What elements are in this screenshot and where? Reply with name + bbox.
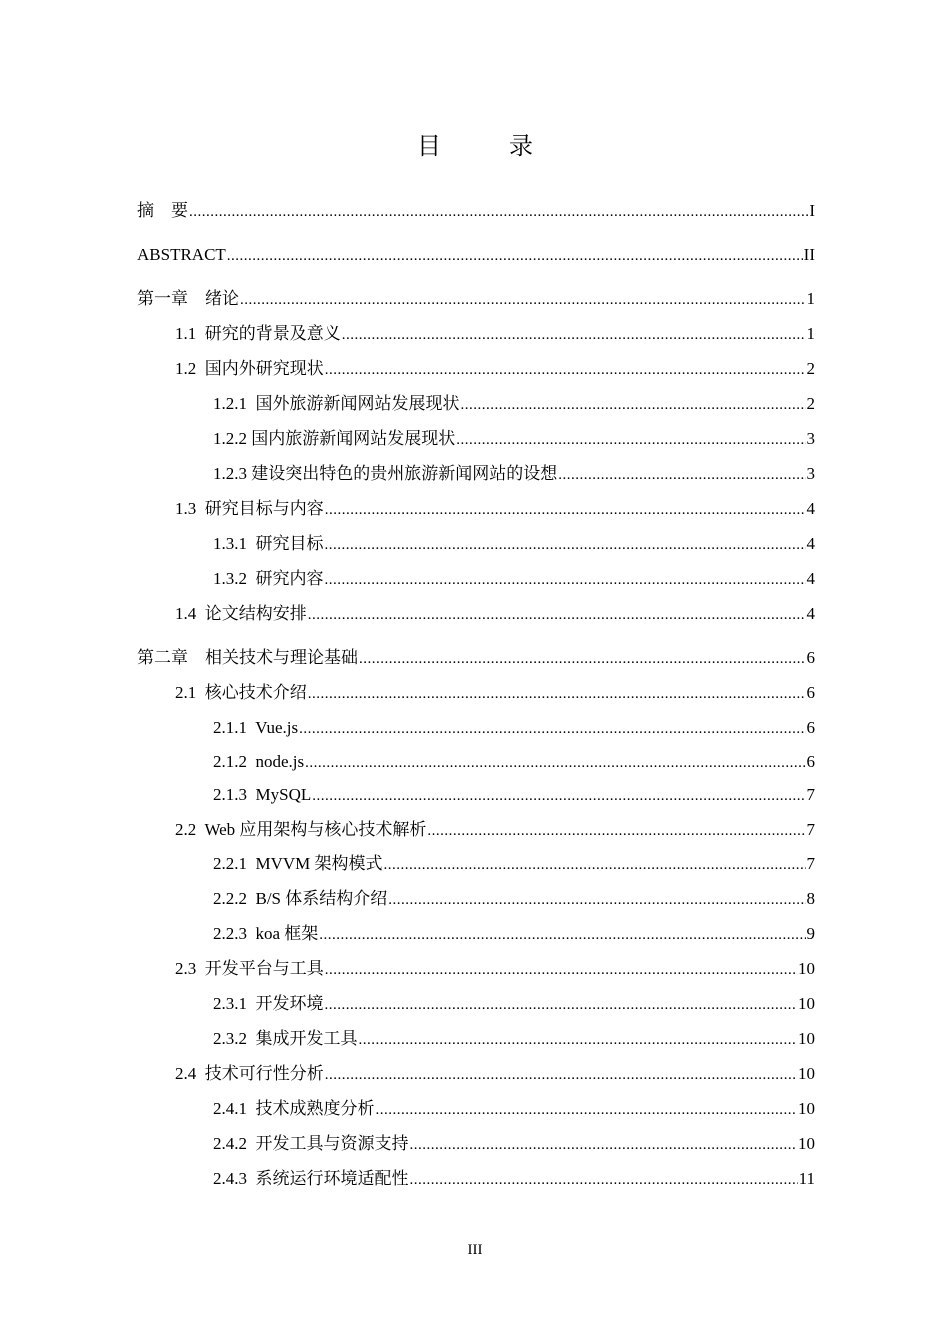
- toc-leader-dots: [325, 993, 798, 1017]
- toc-entry-label: 1.2 国内外研究现状: [175, 359, 324, 378]
- toc-entry-label: 2.1.2 node.js: [213, 752, 305, 771]
- toc-entry[interactable]: [137, 287, 815, 311]
- toc-leader-dots: [410, 1133, 798, 1157]
- toc-entry[interactable]: [137, 887, 815, 911]
- toc-leader-dots: [240, 288, 806, 312]
- toc-entry-label: 2.2.1 MVVM 架构模式: [213, 854, 383, 873]
- toc-entry[interactable]: [137, 1062, 815, 1086]
- toc-entry-page: 10: [798, 1029, 815, 1048]
- toc-leader-dots: [427, 819, 805, 843]
- toc-entry[interactable]: [137, 427, 815, 451]
- toc-leader-dots: [376, 1098, 798, 1122]
- toc-entry[interactable]: [137, 992, 815, 1016]
- toc-leader-dots: [384, 853, 806, 877]
- toc-entry[interactable]: [137, 1167, 815, 1191]
- toc-entry-page: 2: [806, 394, 815, 413]
- toc-entry[interactable]: [137, 602, 815, 626]
- toc-entry[interactable]: [137, 1027, 815, 1051]
- toc-entry-label: 2.1.1 Vue.js: [213, 718, 299, 737]
- toc-entry[interactable]: [137, 497, 815, 521]
- toc-entry-page: 8: [806, 889, 815, 908]
- toc-leader-dots: [410, 1168, 798, 1192]
- toc-entry-label: 2.4 技术可行性分析: [175, 1064, 324, 1083]
- toc-entry-label: 第二章 相关技术与理论基础: [137, 648, 358, 667]
- page-number: III: [467, 1242, 483, 1258]
- toc-entry-page: 6: [806, 752, 815, 771]
- toc-entry-page: 10: [798, 1064, 815, 1083]
- toc-entry[interactable]: [137, 922, 815, 946]
- toc-leader-dots: [325, 1063, 797, 1087]
- toc-entry-label: 2.2.2 B/S 体系结构介绍: [213, 889, 388, 908]
- toc-entry[interactable]: [137, 1132, 815, 1156]
- toc-entry-page: 10: [798, 959, 815, 978]
- toc-leader-dots: [325, 568, 806, 592]
- toc-leader-dots: [325, 498, 806, 522]
- toc-leader-dots: [325, 958, 797, 982]
- toc-entry-page: 4: [806, 499, 815, 518]
- toc-leader-dots: [359, 647, 806, 671]
- toc-entry[interactable]: [137, 783, 815, 807]
- toc-entry[interactable]: [137, 957, 815, 981]
- toc-entry-page: 6: [806, 718, 815, 737]
- toc-entry-page: 4: [806, 569, 815, 588]
- toc-entry-label: 2.4.2 开发工具与资源支持: [213, 1134, 409, 1153]
- toc-entry-label: 2.3 开发平台与工具: [175, 959, 324, 978]
- toc-entry-page: 9: [806, 924, 815, 943]
- toc-leader-dots: [359, 1028, 798, 1052]
- toc-entry[interactable]: [137, 852, 815, 876]
- toc-entry[interactable]: [137, 532, 815, 556]
- toc-entry-label: 1.1 研究的背景及意义: [175, 324, 341, 343]
- toc-entry[interactable]: [137, 462, 815, 486]
- toc-entry-page: 7: [806, 820, 815, 839]
- toc-entry[interactable]: [137, 243, 815, 267]
- toc-leader-dots: [325, 533, 806, 557]
- toc-entry-page: I: [809, 201, 815, 220]
- toc-entry[interactable]: [137, 357, 815, 381]
- toc-leader-dots: [461, 393, 806, 417]
- toc-entry-page: 2: [806, 359, 815, 378]
- toc-entry-page: 4: [806, 604, 815, 623]
- toc-leader-dots: [227, 244, 803, 268]
- toc-entry-page: 1: [806, 324, 815, 343]
- toc-leader-dots: [325, 358, 806, 382]
- toc-entry-label: 1.3.2 研究内容: [213, 569, 324, 588]
- toc-entry-label: 2.3.1 开发环境: [213, 994, 324, 1013]
- toc-entry-page: 10: [798, 1099, 815, 1118]
- toc-entry[interactable]: [137, 646, 815, 670]
- toc-entry-page: 6: [806, 683, 815, 702]
- toc-entry-label: 2.1 核心技术介绍: [175, 683, 307, 702]
- toc-entry[interactable]: [137, 322, 815, 346]
- toc-entry-label: 1.3 研究目标与内容: [175, 499, 324, 518]
- toc-entry-label: 第一章 绪论: [137, 289, 239, 308]
- toc-entry-page: 3: [806, 464, 815, 483]
- toc-entry-page: 10: [798, 1134, 815, 1153]
- toc-leader-dots: [305, 751, 805, 775]
- toc-entry-label: 1.3.1 研究目标: [213, 534, 324, 553]
- toc-entry-page: II: [803, 245, 815, 264]
- toc-entry-label: 2.1.3 MySQL: [213, 785, 312, 804]
- toc-entry-page: 11: [798, 1169, 815, 1188]
- toc-leader-dots: [308, 603, 806, 627]
- toc-entry-label: 2.2 Web 应用架构与核心技术解析: [175, 820, 427, 839]
- toc-entry-label: 摘 要: [137, 201, 188, 220]
- toc-leader-dots: [319, 923, 805, 947]
- toc-entry[interactable]: [137, 681, 815, 705]
- toc-entry[interactable]: [137, 392, 815, 416]
- toc-entry-page: 1: [806, 289, 815, 308]
- toc-leader-dots: [388, 888, 805, 912]
- page-title: 目 录: [417, 134, 555, 160]
- toc-leader-dots: [456, 428, 805, 452]
- toc-entry[interactable]: [137, 750, 815, 774]
- toc-entry-label: 1.2.2 国内旅游新闻网站发展现状: [213, 429, 456, 448]
- toc-entry-page: 4: [806, 534, 815, 553]
- toc-entry[interactable]: [137, 716, 815, 740]
- toc-entry-label: 2.4.1 技术成熟度分析: [213, 1099, 375, 1118]
- toc-leader-dots: [312, 784, 805, 808]
- toc-entry-label: ABSTRACT: [137, 245, 226, 264]
- toc-leader-dots: [558, 463, 805, 487]
- toc-entry[interactable]: [137, 567, 815, 591]
- toc-entry-page: 10: [798, 994, 815, 1013]
- toc-entry-page: 6: [806, 648, 815, 667]
- toc-entry-label: 1.2.1 国外旅游新闻网站发展现状: [213, 394, 460, 413]
- toc-entry-label: 1.2.3 建设突出特色的贵州旅游新闻网站的设想: [213, 464, 558, 483]
- toc-entry-page: 7: [806, 785, 815, 804]
- toc-entry[interactable]: [137, 199, 815, 223]
- toc-entry[interactable]: [137, 818, 815, 842]
- toc-entry[interactable]: [137, 1097, 815, 1121]
- toc-entry-label: 1.4 论文结构安排: [175, 604, 307, 623]
- toc-entry-label: 2.3.2 集成开发工具: [213, 1029, 358, 1048]
- toc-leader-dots: [299, 717, 805, 741]
- toc-leader-dots: [342, 323, 806, 347]
- toc-entry-label: 2.4.3 系统运行环境适配性: [213, 1169, 409, 1188]
- toc-entry-label: 2.2.3 koa 框架: [213, 924, 319, 943]
- toc-leader-dots: [189, 200, 808, 224]
- toc-entry-page: 3: [806, 429, 815, 448]
- toc-leader-dots: [308, 682, 806, 706]
- toc-entry-page: 7: [806, 854, 815, 873]
